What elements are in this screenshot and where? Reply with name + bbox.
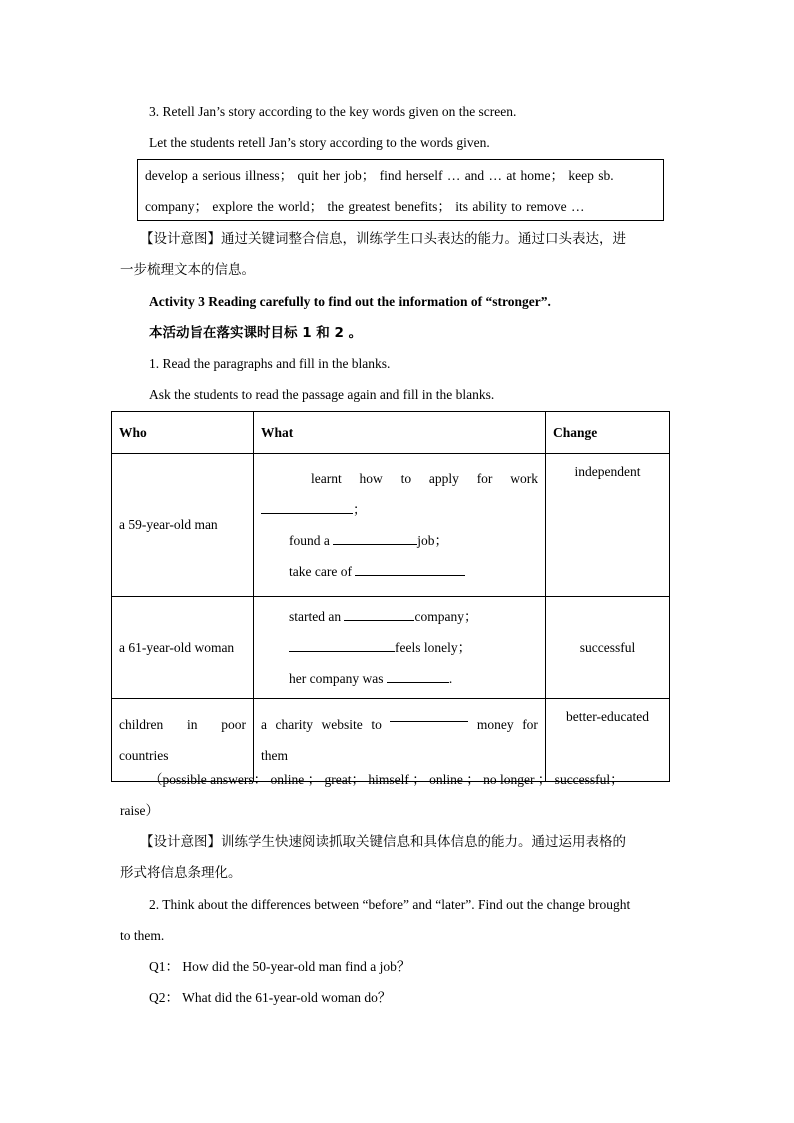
row3-what-line2: them	[261, 748, 288, 763]
section2-line1: 2. Think about the differences between “before” and “later”. Find out the change brought	[149, 897, 631, 912]
question-1: Q1： How did the 50-year-old man find a job？	[149, 959, 411, 974]
row3-what-line1: a charity website to money for	[261, 709, 538, 740]
answer-blank[interactable]	[333, 532, 417, 545]
answer-blank[interactable]	[344, 608, 414, 621]
header-what: What	[254, 412, 546, 454]
row1-what	[254, 454, 546, 597]
table-row	[112, 597, 670, 699]
answer-blank[interactable]	[390, 709, 468, 722]
question-2: Q2： What did the 61-year-old woman do？	[149, 990, 392, 1005]
row1-what-line2: ；	[261, 494, 538, 525]
fill-in-table	[111, 411, 670, 782]
row3-what	[254, 699, 546, 782]
design-intent-1-line1: 【设计意图】通过关键词整合信息，训练学生口头表达的能力。通过口头表达，进	[140, 231, 626, 247]
row2-what	[254, 597, 546, 699]
activity3-title: Activity 3 Reading carefully to find out the information of “stronger”.	[149, 294, 551, 309]
row1-what-line1: learnt how to apply for work	[311, 471, 538, 486]
header-who: Who	[112, 412, 254, 454]
table-row	[112, 454, 670, 597]
row1-who: a 59-year-old man	[112, 454, 254, 597]
design-intent-1-line2: 一步梳理文本的信息。	[120, 262, 255, 278]
row2-what-line1: started an company；	[289, 609, 478, 624]
row2-what-line3: her company was .	[289, 671, 453, 686]
section1-title: 1. Read the paragraphs and fill in the blanks.	[149, 356, 391, 371]
row1-what-line3: found a job；	[289, 533, 449, 548]
design-intent-2-line2: 形式将信息条理化。	[120, 865, 242, 881]
section3-title: 3. Retell Jan’s story according to the key words given on the screen.	[149, 104, 517, 119]
row3-who-line2: countries	[119, 748, 169, 763]
keywords-line-2: company； explore the world； the greatest benefits； its ability to remove …	[145, 199, 585, 214]
row3-who-line1: children in poor	[119, 717, 246, 732]
row2-who: a 61-year-old woman	[112, 597, 254, 699]
table-header-row	[112, 412, 670, 454]
table-row	[112, 699, 670, 782]
answer-blank[interactable]	[261, 501, 353, 514]
row2-change: successful	[546, 597, 670, 699]
keywords-line-1: develop a serious illness； quit her job； find herself … and … at home； keep sb.	[145, 168, 614, 183]
answer-blank[interactable]	[387, 670, 449, 683]
section2-line2: to them.	[120, 928, 165, 943]
row3-who	[112, 699, 254, 782]
possible-answers-line2: raise）	[120, 803, 159, 818]
header-change: Change	[546, 412, 670, 454]
row2-what-line2: feels lonely；	[261, 632, 538, 663]
section3-instruction: Let the students retell Jan’s story according to the words given.	[149, 135, 490, 150]
keywords-box	[137, 159, 664, 221]
answer-blank[interactable]	[355, 563, 465, 576]
design-intent-2-line1: 【设计意图】训练学生快速阅读抓取关键信息和具体信息的能力。通过运用表格的	[140, 834, 626, 850]
possible-answers-line1: （possible answers： online ； great； himself ； online ； no longer ； successful；	[149, 772, 624, 787]
row1-change: independent	[546, 454, 670, 597]
answer-blank[interactable]	[289, 639, 395, 652]
activity3-goal: 本活动旨在落实课时目标 1 和 2 。	[149, 325, 363, 341]
row3-change: better-educated	[546, 699, 670, 782]
section1-instruction: Ask the students to read the passage again and fill in the blanks.	[149, 387, 495, 402]
row1-what-line4: take care of	[261, 556, 538, 587]
